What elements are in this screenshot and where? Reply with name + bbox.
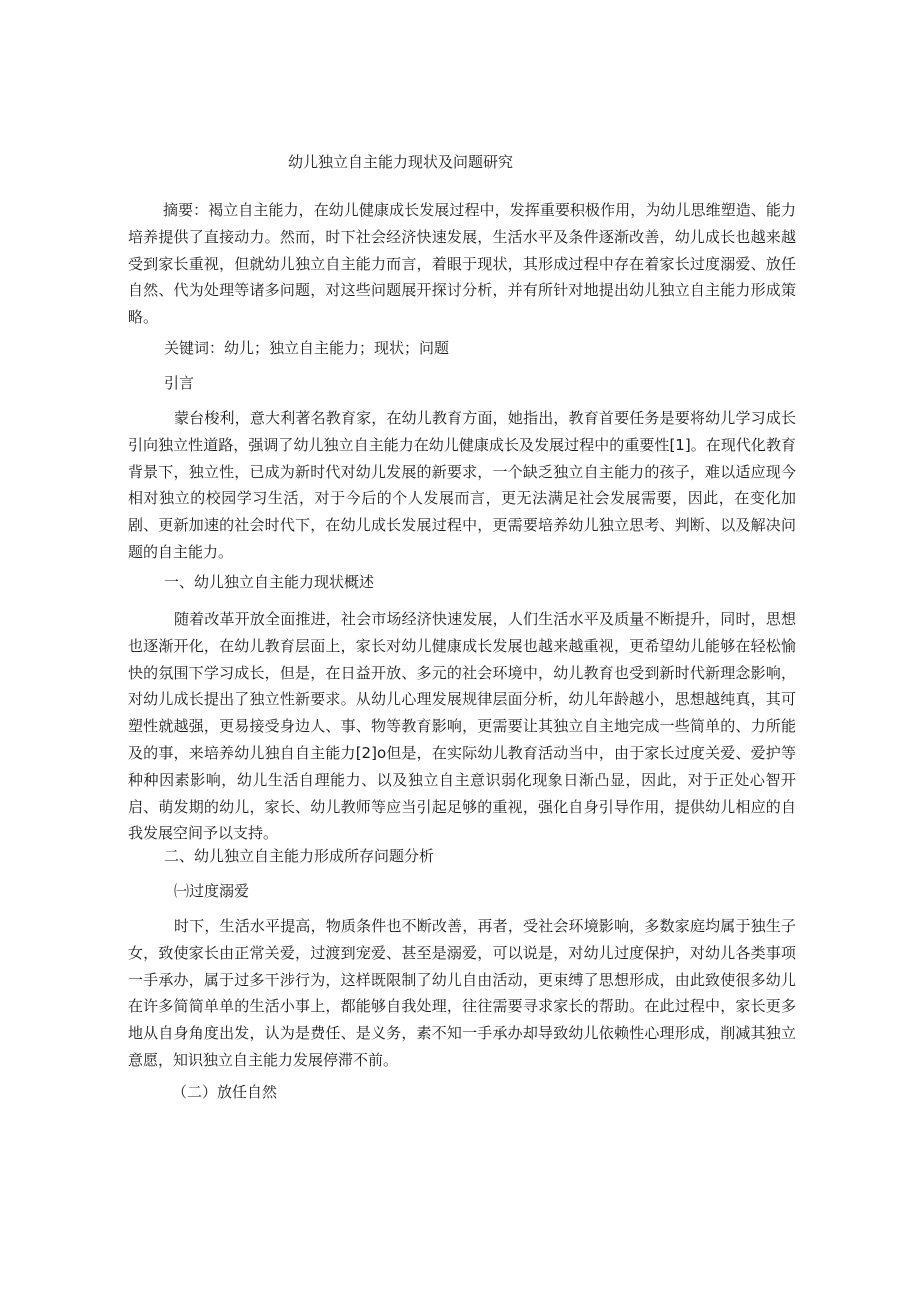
document-title: 幼儿独立自主能力现状及问题研究 <box>288 153 514 171</box>
intro-heading: 引言 <box>164 374 195 392</box>
section1-heading: 一、幼儿独立自主能力现状概述 <box>164 573 375 591</box>
subsection1-heading: ㈠过度溺爱 <box>174 882 250 900</box>
keywords-line: 关键词：幼儿；独立自主能力；现状；问题 <box>164 339 450 357</box>
section2-heading: 二、幼儿独立自主能力形成所存问题分析 <box>164 847 435 865</box>
subsection2-heading: （二）放任自然 <box>172 1083 278 1101</box>
section1-paragraph: 随着改革开放全面推进，社会市场经济快速发展，人们生活水平及质量不断提升，同时，思想也逐渐开化，在幼儿教育层面上，家长对幼儿健康成长发展也越来越重视，更希望幼儿能够在轻松愉快的氛围下学习成长，但是，在日益开放、多元的社会环境中，幼儿教育也受到新时代新理念影响，对幼儿成长提出了独立性新要求。从幼儿心理发展规律层面分析，幼儿年龄越小，思想越纯真，其可塑性就越强，更易接受身边人、事、物等教育影响，更需要让其独立自主地完成一些简单的、力所能及的事，来培养幼儿独自自主能力[2]o但是，在实际幼儿教育活动当中，由于家长过度关爱、爱护等种种因素影响，幼儿生活自理能力、以及独立自主意识弱化现象日渐凸显，因此，对于正处心智开启、萌发期的幼儿，家长、幼儿教师等应当引起足够的重视，强化自身引导作用，提供幼儿相应的自我发展空间予以支持。 <box>128 610 796 843</box>
abstract-paragraph: 摘要：褐立自主能力，在幼儿健康成长发展过程中，发挥重要积极作用，为幼儿思维塑造、能力培养提供了直接动力。然而，时下社会经济快速发展，生活水平及条件逐渐改善，幼儿成长也越来越受到家长重视，但就幼儿独立自主能力而言，着眼于现状，其形成过程中存在着家长过度溺爱、放任自然、代为处理等诸多问题，对这些问题展开探讨分析，并有所针对地提出幼儿独立自主能力形成策略。 <box>128 201 796 327</box>
subsection1-paragraph: 时下，生活水平提高，物质条件也不断改善，再者，受社会环境影响，多数家庭均属于独生子女，致使家长由正常关爱，过渡到宠爱、甚至是溺爱，可以说是，对幼儿过度保护，对幼儿各类事项一手承办，属于过多干涉行为，这样既限制了幼儿自由活动，更束缚了思想形成，由此致使很多幼儿在许多简简单单的生活小事上，都能够自我处理，往往需要寻求家长的帮助。在此过程中，家长更多地从自身角度出发，认为是费任、是义务，素不知一手承办却导致幼儿依赖性心理形成，削减其独立意愿，知识独立自主能力发展停滞不前。 <box>128 917 796 1069</box>
intro-paragraph: 蒙台梭利，意大利著名教育家，在幼儿教育方面，她指出，教育首要任务是要将幼儿学习成长引向独立性道路，强调了幼儿独立自主能力在幼儿健康成长及发展过程中的重要性[1]。在现代化教育背景下，独立性，已成为新时代对幼儿发展的新要求，一个缺乏独立自主能力的孩子，难以适应现今相对独立的校园学习生活，对于今后的个人发展而言，更无法满足社会发展需要，因此，在变化加剧、更新加速的社会时代下，在幼儿成长发展过程中，更需要培养幼儿独立思考、判断、以及解决问题的自主能力。 <box>128 409 796 561</box>
